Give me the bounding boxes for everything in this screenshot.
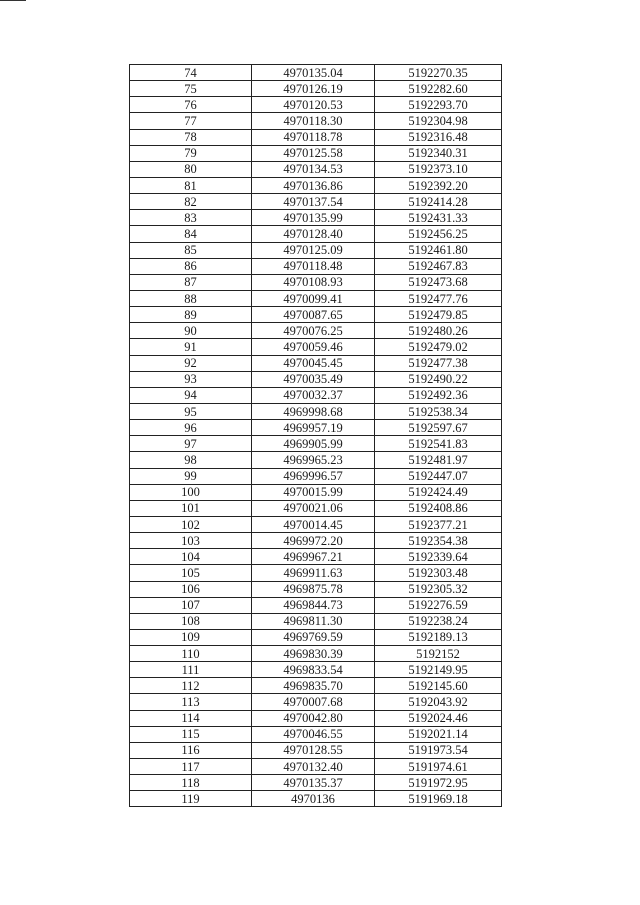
x-coordinate-cell: 4970059.46	[252, 339, 375, 355]
table-row	[130, 355, 502, 371]
table-row	[130, 194, 502, 210]
coordinate-table	[129, 64, 502, 807]
y-coordinate-cell: 5192024.46	[375, 710, 502, 726]
y-coordinate-cell: 5192021.14	[375, 726, 502, 742]
x-coordinate-cell: 4970035.49	[252, 371, 375, 387]
point-number-cell: 94	[130, 387, 252, 403]
point-number-cell: 102	[130, 516, 252, 532]
table-row	[130, 258, 502, 274]
point-number-cell: 107	[130, 597, 252, 613]
x-coordinate-cell: 4969998.68	[252, 403, 375, 419]
y-coordinate-cell: 5192424.49	[375, 484, 502, 500]
table-row	[130, 290, 502, 306]
table-row	[130, 403, 502, 419]
table-row	[130, 226, 502, 242]
x-coordinate-cell: 4969835.70	[252, 678, 375, 694]
y-coordinate-cell: 5192373.10	[375, 161, 502, 177]
table-row	[130, 484, 502, 500]
x-coordinate-cell: 4969967.21	[252, 549, 375, 565]
y-coordinate-cell: 5192043.92	[375, 694, 502, 710]
x-coordinate-cell: 4970120.53	[252, 97, 375, 113]
table-row	[130, 387, 502, 403]
y-coordinate-cell: 5192316.48	[375, 129, 502, 145]
point-number-cell: 98	[130, 452, 252, 468]
y-coordinate-cell: 5192305.32	[375, 581, 502, 597]
table-row	[130, 549, 502, 565]
x-coordinate-cell: 4970118.30	[252, 113, 375, 129]
table-row	[130, 565, 502, 581]
x-coordinate-cell: 4969833.54	[252, 662, 375, 678]
x-coordinate-cell: 4969996.57	[252, 468, 375, 484]
point-number-cell: 119	[130, 791, 252, 807]
point-number-cell: 88	[130, 290, 252, 306]
point-number-cell: 96	[130, 420, 252, 436]
table-row	[130, 210, 502, 226]
point-number-cell: 79	[130, 145, 252, 161]
y-coordinate-cell: 5192461.80	[375, 242, 502, 258]
y-coordinate-cell: 5191972.95	[375, 775, 502, 791]
table-row	[130, 516, 502, 532]
x-coordinate-cell: 4969830.39	[252, 646, 375, 662]
y-coordinate-cell: 5192456.25	[375, 226, 502, 242]
point-number-cell: 104	[130, 549, 252, 565]
point-number-cell: 97	[130, 436, 252, 452]
x-coordinate-cell: 4970135.99	[252, 210, 375, 226]
point-number-cell: 81	[130, 177, 252, 193]
y-coordinate-cell: 5192145.60	[375, 678, 502, 694]
point-number-cell: 114	[130, 710, 252, 726]
x-coordinate-cell: 4970134.53	[252, 161, 375, 177]
y-coordinate-cell: 5191973.54	[375, 742, 502, 758]
point-number-cell: 90	[130, 323, 252, 339]
y-coordinate-cell: 5192477.38	[375, 355, 502, 371]
y-coordinate-cell: 5192392.20	[375, 177, 502, 193]
table-row	[130, 646, 502, 662]
table-row	[130, 710, 502, 726]
point-number-cell: 78	[130, 129, 252, 145]
y-coordinate-cell: 5192149.95	[375, 662, 502, 678]
y-coordinate-cell: 5192354.38	[375, 533, 502, 549]
point-number-cell: 108	[130, 613, 252, 629]
table-row	[130, 339, 502, 355]
point-number-cell: 76	[130, 97, 252, 113]
x-coordinate-cell: 4970118.78	[252, 129, 375, 145]
point-number-cell: 74	[130, 65, 252, 81]
point-number-cell: 101	[130, 500, 252, 516]
table-row	[130, 420, 502, 436]
point-number-cell: 117	[130, 759, 252, 775]
y-coordinate-cell: 5192408.86	[375, 500, 502, 516]
y-coordinate-cell: 5192303.48	[375, 565, 502, 581]
y-coordinate-cell: 5192492.36	[375, 387, 502, 403]
point-number-cell: 77	[130, 113, 252, 129]
y-coordinate-cell: 5192541.83	[375, 436, 502, 452]
table-row	[130, 307, 502, 323]
y-coordinate-cell: 5192238.24	[375, 613, 502, 629]
x-coordinate-cell: 4969965.23	[252, 452, 375, 468]
table-row	[130, 468, 502, 484]
point-number-cell: 111	[130, 662, 252, 678]
table-row	[130, 242, 502, 258]
table-row	[130, 597, 502, 613]
x-coordinate-cell: 4969972.20	[252, 533, 375, 549]
y-coordinate-cell: 5192447.07	[375, 468, 502, 484]
table-row	[130, 97, 502, 113]
table-row	[130, 81, 502, 97]
point-number-cell: 103	[130, 533, 252, 549]
x-coordinate-cell: 4970007.68	[252, 694, 375, 710]
x-coordinate-cell: 4970135.37	[252, 775, 375, 791]
table-row	[130, 323, 502, 339]
table-row	[130, 161, 502, 177]
x-coordinate-cell: 4970042.80	[252, 710, 375, 726]
table-row	[130, 274, 502, 290]
x-coordinate-cell: 4970128.55	[252, 742, 375, 758]
x-coordinate-cell: 4969957.19	[252, 420, 375, 436]
x-coordinate-cell: 4969911.63	[252, 565, 375, 581]
y-coordinate-cell: 5192339.64	[375, 549, 502, 565]
x-coordinate-cell: 4969844.73	[252, 597, 375, 613]
y-coordinate-cell: 5192479.02	[375, 339, 502, 355]
x-coordinate-cell: 4970021.06	[252, 500, 375, 516]
table-row	[130, 436, 502, 452]
point-number-cell: 86	[130, 258, 252, 274]
y-coordinate-cell: 5192304.98	[375, 113, 502, 129]
point-number-cell: 89	[130, 307, 252, 323]
x-coordinate-cell: 4970087.65	[252, 307, 375, 323]
x-coordinate-cell: 4970136.86	[252, 177, 375, 193]
x-coordinate-cell: 4970108.93	[252, 274, 375, 290]
y-coordinate-cell: 5192479.85	[375, 307, 502, 323]
point-number-cell: 112	[130, 678, 252, 694]
x-coordinate-cell: 4970045.45	[252, 355, 375, 371]
y-coordinate-cell: 5192276.59	[375, 597, 502, 613]
table-row	[130, 452, 502, 468]
y-coordinate-cell: 5192477.76	[375, 290, 502, 306]
point-number-cell: 110	[130, 646, 252, 662]
y-coordinate-cell: 5192431.33	[375, 210, 502, 226]
point-number-cell: 82	[130, 194, 252, 210]
x-coordinate-cell: 4969769.59	[252, 629, 375, 645]
table-row	[130, 759, 502, 775]
x-coordinate-cell: 4970118.48	[252, 258, 375, 274]
x-coordinate-cell: 4970125.58	[252, 145, 375, 161]
table-row	[130, 742, 502, 758]
table-row	[130, 145, 502, 161]
point-number-cell: 92	[130, 355, 252, 371]
y-coordinate-cell: 5192490.22	[375, 371, 502, 387]
point-number-cell: 93	[130, 371, 252, 387]
y-coordinate-cell: 5192189.13	[375, 629, 502, 645]
x-coordinate-cell: 4970125.09	[252, 242, 375, 258]
table-row	[130, 629, 502, 645]
table-row	[130, 791, 502, 807]
table-row	[130, 371, 502, 387]
y-coordinate-cell: 5192597.67	[375, 420, 502, 436]
y-coordinate-cell: 5192293.70	[375, 97, 502, 113]
y-coordinate-cell: 5192481.97	[375, 452, 502, 468]
y-coordinate-cell: 5192340.31	[375, 145, 502, 161]
x-coordinate-cell: 4970076.25	[252, 323, 375, 339]
corner-mark	[0, 0, 26, 1]
y-coordinate-cell: 5192152	[375, 646, 502, 662]
x-coordinate-cell: 4969811.30	[252, 613, 375, 629]
point-number-cell: 116	[130, 742, 252, 758]
table-row	[130, 694, 502, 710]
y-coordinate-cell: 5191969.18	[375, 791, 502, 807]
coordinate-table-body	[130, 65, 502, 807]
x-coordinate-cell: 4970126.19	[252, 81, 375, 97]
table-row	[130, 581, 502, 597]
y-coordinate-cell: 5192414.28	[375, 194, 502, 210]
table-row	[130, 113, 502, 129]
point-number-cell: 118	[130, 775, 252, 791]
point-number-cell: 113	[130, 694, 252, 710]
x-coordinate-cell: 4970014.45	[252, 516, 375, 532]
point-number-cell: 80	[130, 161, 252, 177]
point-number-cell: 105	[130, 565, 252, 581]
point-number-cell: 115	[130, 726, 252, 742]
y-coordinate-cell: 5192467.83	[375, 258, 502, 274]
table-row	[130, 775, 502, 791]
x-coordinate-cell: 4970015.99	[252, 484, 375, 500]
table-row	[130, 726, 502, 742]
point-number-cell: 87	[130, 274, 252, 290]
x-coordinate-cell: 4970132.40	[252, 759, 375, 775]
point-number-cell: 100	[130, 484, 252, 500]
x-coordinate-cell: 4970128.40	[252, 226, 375, 242]
point-number-cell: 95	[130, 403, 252, 419]
point-number-cell: 109	[130, 629, 252, 645]
table-row	[130, 613, 502, 629]
table-row	[130, 662, 502, 678]
point-number-cell: 75	[130, 81, 252, 97]
x-coordinate-cell: 4969905.99	[252, 436, 375, 452]
x-coordinate-cell: 4969875.78	[252, 581, 375, 597]
point-number-cell: 83	[130, 210, 252, 226]
y-coordinate-cell: 5192538.34	[375, 403, 502, 419]
table-row	[130, 65, 502, 81]
y-coordinate-cell: 5191974.61	[375, 759, 502, 775]
table-row	[130, 500, 502, 516]
point-number-cell: 91	[130, 339, 252, 355]
x-coordinate-cell: 4970135.04	[252, 65, 375, 81]
point-number-cell: 99	[130, 468, 252, 484]
table-row	[130, 129, 502, 145]
table-row	[130, 678, 502, 694]
y-coordinate-cell: 5192270.35	[375, 65, 502, 81]
point-number-cell: 84	[130, 226, 252, 242]
x-coordinate-cell: 4970137.54	[252, 194, 375, 210]
y-coordinate-cell: 5192377.21	[375, 516, 502, 532]
y-coordinate-cell: 5192282.60	[375, 81, 502, 97]
x-coordinate-cell: 4970136	[252, 791, 375, 807]
point-number-cell: 106	[130, 581, 252, 597]
table-row	[130, 177, 502, 193]
x-coordinate-cell: 4970046.55	[252, 726, 375, 742]
x-coordinate-cell: 4970099.41	[252, 290, 375, 306]
point-number-cell: 85	[130, 242, 252, 258]
table-row	[130, 533, 502, 549]
x-coordinate-cell: 4970032.37	[252, 387, 375, 403]
y-coordinate-cell: 5192480.26	[375, 323, 502, 339]
y-coordinate-cell: 5192473.68	[375, 274, 502, 290]
